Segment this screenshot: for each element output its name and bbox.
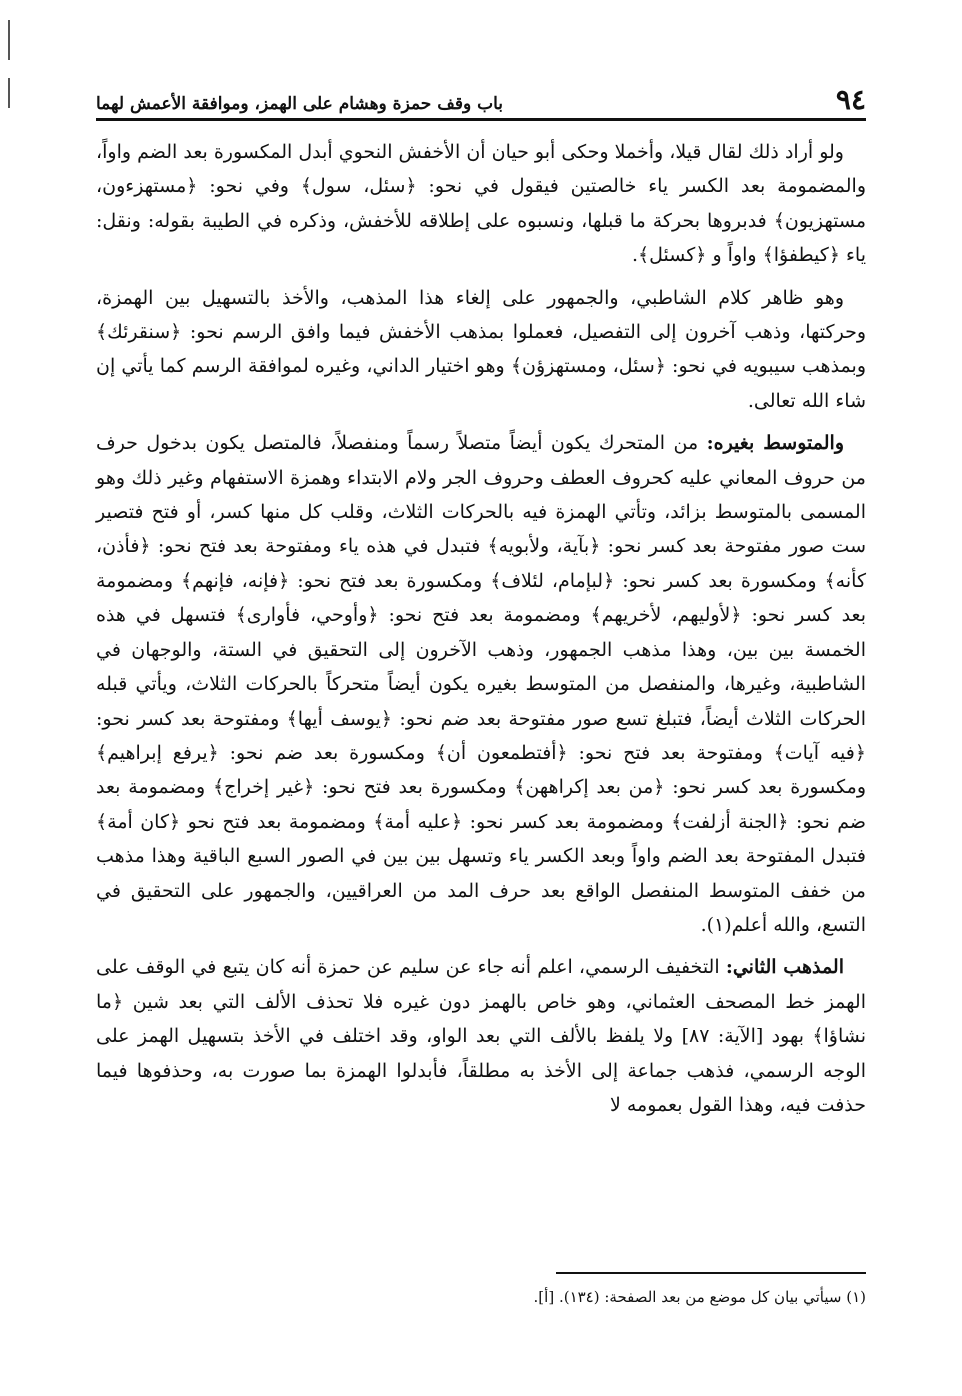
footnote: (١) سيأتي بيان كل موضع من بعد الصفحة: (١٣٤). [أ]. bbox=[533, 1288, 866, 1306]
margin-marks bbox=[8, 20, 12, 160]
paragraph-text: من المتحرك يكون أيضاً متصلاً رسماً ومنفصلاً، فالمتصل يكون بدخول حرف من حروف المعاني عليه كحروف العطف وحروف الجر ولام الابتداء وهمزة الاستفهام وغير ذلك وهو المسمى بالمتوسط بزائد، وتأتي الهمزة فيه بالحركات الثلاث، وقلب كل منها كسر، أو فتح فتصير ست صور مفتوحة بعد كسر نحو: ﴿بآية، ولأبويه﴾ فتبدل في هذه ياء ومفتوحة بعد فتح نحو: ﴿فأذن، كأنه﴾ ومكسورة بعد كسر نحو: ﴿لبإمام، لئلاف﴾ ومكسورة بعد فتح نحو: ﴿فإنه، فإنهم﴾ ومضمومة بعد كسر نحو: ﴿لأوليهم، لأخريهم﴾ ومضمومة بعد فتح نحو: ﴿وأوحي، فأوارى﴾ فتسهل في هذه الخمسة بين بين، وهذا مذهب الجمهور، وذهب الآخرون إلى التحقيق في الستة، والوجهان في الشاطبية، وغيرها، والمنفصل من المتوسط بغيره يكون أيضاً متحركاً بالحركات الثلاث، ويأتي قبله الحركات الثلاث أيضاً، فتبلغ تسع صور مفتوحة بعد ضم نحو: ﴿يوسف أيها﴾ ومفتوحة بعد كسر نحو: ﴿فيه آيات﴾ ومفتوحة بعد فتح نحو: ﴿أفتطمعون أن﴾ ومكسورة بعد ضم نحو: ﴿يرفع إبراهيم﴾ ومكسورة بعد كسر نحو: ﴿من بعد إكراههن﴾ ومكسورة بعد فتح نحو: ﴿غير إخراج﴾ ومضمومة بعد ضم نحو: ﴿الجنة أزلفت﴾ ومضمومة بعد كسر نحو: ﴿عليه أمة﴾ ومضمومة بعد فتح نحو ﴿كان أمة﴾ فتبدل المفتوحة بعد الضم واواً وبعد الكسر ياء وتسهل بين بين في الصور السبع الباقية وهذا مذهب من خفف المتوسط المنفصل الواقع بعد حرف المد من العراقيين، والجمهور على التحقيق في التسع، والله أعلم(١). bbox=[96, 432, 866, 936]
paragraph-lead: المذهب الثاني: bbox=[725, 956, 845, 979]
paragraph-text: وهو ظاهر كلام الشاطبي، والجمهور على إلغاء هذا المذهب، والأخذ بالتسهيل بين الهمزة، وحركتها، وذهب آخرون إلى التفصيل، فعملوا بمذهب الأخفش فيما وافق الرسم نحو: ﴿سنقرئك﴾ وبمذهب سيبويه في نحو: ﴿سئل، ومستهزؤن﴾ وهو اختيار الداني، وغيره لموافقة الرسم كما يأتي إن شاء الله تعالى. bbox=[96, 286, 866, 412]
running-title: باب وقف حمزة وهشام على الهمز، وموافقة الأعمش لهما bbox=[96, 94, 503, 114]
paragraph-text: ولو أراد ذلك لقال قيلا، وأخملا وحكى أبو حيان أن الأخفش النحوي أبدل المكسورة بعد الضم واواً، والمضمومة بعد الكسر ياء خالصتين فيقول في نحو: ﴿سئل، سول﴾ وفي نحو: ﴿مستهزءون، مستهزيون﴾ فدبروها بحركة ما قبلها، ونسبوه على إطلاقه للأخفش، وذكره في الطيبة بقوله: ونقل: ياء ﴿كيطفؤا﴾ واواً و ﴿كسئل﴾. bbox=[96, 141, 866, 267]
paragraph-lead: والمتوسط بغيره: bbox=[706, 432, 844, 455]
body-text bbox=[96, 135, 866, 1122]
footnote-rule bbox=[556, 1272, 866, 1274]
paragraph-text: التخفيف الرسمي، اعلم أنه جاء عن سليم عن حمزة أنه كان يتبع في الوقف على الهمز خط المصحف العثماني، وهو خاص بالهمز دون غيره فلا تحذف الألف التي بعد شين ﴿ما نشاؤا﴾ بهود [الآية: ٨٧] ولا يلفظ بالألف التي بعد الواو، وقد اختلف في الأخذ بتسهيل الهمز على الوجه الرسمي، فذهب جماعة إلى الأخذ به مطلقاً، فأبدلوا الهمزة بما صورت به، وحذفوها فيما حذفت فيه، وهذا القول بعمومه لا bbox=[96, 956, 867, 1116]
paragraph-4 bbox=[96, 950, 866, 1122]
page bbox=[96, 70, 866, 1370]
paragraph-1 bbox=[96, 135, 866, 273]
page-number: ٩٤ bbox=[835, 83, 866, 116]
paragraph-3 bbox=[96, 426, 866, 942]
page-header bbox=[96, 70, 866, 121]
paragraph-2 bbox=[96, 281, 866, 419]
